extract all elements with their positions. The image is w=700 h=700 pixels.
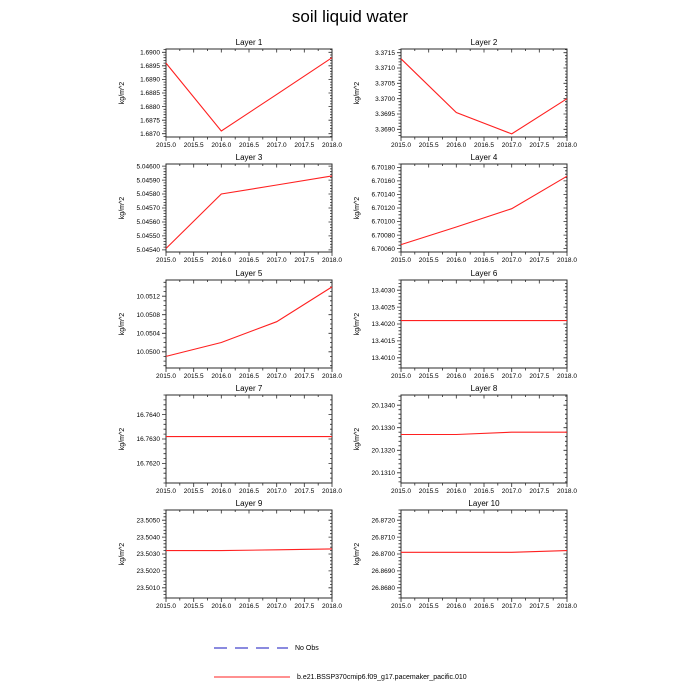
y-tick-label: 26.8690 (371, 568, 395, 576)
x-tick-label: 2015.5 (418, 603, 439, 610)
x-tick-label: 2017.5 (529, 373, 550, 380)
y-tick-label: 3.3695 (375, 111, 395, 119)
y-tick-label: 3.3715 (375, 49, 395, 57)
x-tick-label: 2016.5 (239, 257, 259, 264)
x-tick-label: 2018.0 (322, 257, 342, 264)
y-tick-label: 6.70080 (371, 232, 395, 240)
x-tick-label: 2017.0 (266, 257, 287, 264)
y-tick-label: 23.5050 (136, 517, 160, 525)
x-tick-label: 2018.0 (557, 488, 577, 495)
axis-ticks (397, 510, 567, 602)
x-tick-label: 2016.5 (474, 603, 494, 610)
x-tick-label: 2016.0 (446, 373, 467, 380)
x-tick-label: 2015.0 (156, 488, 176, 495)
y-axis-label: kg/m^2 (119, 196, 126, 220)
x-tick-label: 2015.0 (391, 373, 411, 380)
x-tick-label: 2015.0 (156, 142, 176, 149)
series-line (166, 58, 332, 131)
x-tick-label: 2018.0 (322, 373, 342, 380)
axis-ticks (162, 280, 332, 372)
legend-entry-no-obs (213, 644, 319, 652)
y-tick-label: 5.04590 (136, 177, 160, 185)
y-tick-label: 26.8720 (371, 517, 395, 525)
x-tick-label: 2017.5 (294, 373, 315, 380)
plot-frame (166, 164, 332, 252)
y-tick-label: 6.70160 (371, 178, 395, 186)
y-tick-label: 3.3710 (375, 65, 395, 73)
y-axis-label: kg/m^2 (119, 81, 126, 105)
plot-frame (401, 280, 567, 368)
x-tick-label: 2017.0 (266, 373, 287, 380)
y-axis-label: kg/m^2 (354, 312, 361, 336)
x-tick-label: 2017.0 (501, 488, 522, 495)
series-line (401, 551, 567, 553)
x-tick-label: 2016.0 (211, 257, 232, 264)
series-line (166, 287, 332, 357)
legend-label-series: b.e21.BSSP370cmip6.f09_g17.pacemaker_pacific.010 (297, 673, 467, 681)
x-tick-label: 2016.0 (446, 142, 467, 149)
y-tick-label: 1.6870 (140, 130, 160, 138)
subplot-layer-3 (119, 153, 342, 264)
x-tick-label: 2015.0 (391, 257, 411, 264)
y-tick-label: 16.7630 (136, 436, 160, 444)
y-tick-label: 23.5030 (136, 551, 160, 559)
subplot-title: Layer 8 (470, 384, 498, 393)
x-tick-label: 2015.5 (183, 373, 204, 380)
x-tick-label: 2015.0 (156, 257, 176, 264)
y-tick-label: 16.7620 (136, 460, 160, 468)
x-tick-label: 2017.0 (266, 142, 287, 149)
subplot-title: Layer 3 (235, 153, 263, 162)
x-tick-label: 2017.5 (294, 488, 315, 495)
x-tick-label: 2016.0 (211, 603, 232, 610)
y-axis-label: kg/m^2 (119, 312, 126, 336)
axis-ticks (397, 164, 567, 256)
subplot-title: Layer 6 (470, 269, 498, 278)
y-axis-label: kg/m^2 (119, 542, 126, 566)
x-tick-label: 2017.5 (529, 488, 550, 495)
y-tick-label: 6.70140 (371, 191, 395, 199)
x-tick-label: 2015.5 (183, 488, 204, 495)
y-tick-label: 10.0508 (136, 311, 160, 319)
y-tick-label: 16.7640 (136, 411, 160, 419)
no-obs-legend-swatch (213, 644, 289, 652)
subplot-layer-5 (119, 269, 342, 380)
y-tick-label: 10.0512 (136, 293, 160, 301)
x-tick-label: 2018.0 (322, 603, 342, 610)
y-tick-label: 1.6875 (140, 117, 160, 125)
x-tick-label: 2016.0 (446, 488, 467, 495)
x-tick-label: 2018.0 (557, 603, 577, 610)
y-tick-label: 5.04570 (136, 205, 160, 213)
x-tick-label: 2015.5 (418, 373, 439, 380)
x-tick-label: 2016.5 (474, 142, 494, 149)
y-tick-label: 6.70180 (371, 164, 395, 172)
subplot-title: Layer 5 (235, 269, 263, 278)
x-tick-label: 2017.0 (501, 373, 522, 380)
figure-title: soil liquid water (291, 7, 409, 26)
x-tick-label: 2016.5 (474, 257, 494, 264)
series-line (401, 59, 567, 134)
y-tick-label: 23.5020 (136, 568, 160, 576)
x-tick-label: 2015.5 (418, 142, 439, 149)
y-tick-label: 13.4010 (371, 355, 395, 363)
x-tick-label: 2015.0 (391, 603, 411, 610)
y-tick-label: 26.8700 (371, 551, 395, 559)
x-tick-label: 2017.0 (501, 257, 522, 264)
x-tick-label: 2015.5 (418, 257, 439, 264)
x-tick-label: 2016.0 (211, 373, 232, 380)
x-tick-label: 2016.5 (239, 142, 259, 149)
plot-frame (401, 164, 567, 252)
y-tick-label: 1.6885 (140, 90, 160, 98)
plot-frame (166, 395, 332, 483)
x-tick-label: 2017.0 (501, 603, 522, 610)
subplot-layer-6 (354, 269, 577, 380)
x-tick-label: 2015.5 (183, 142, 204, 149)
x-tick-label: 2016.0 (211, 142, 232, 149)
x-tick-label: 2017.5 (294, 257, 315, 264)
y-tick-label: 20.1320 (371, 447, 395, 455)
series-legend-swatch (213, 673, 291, 681)
subplot-layer-2 (354, 38, 577, 149)
x-tick-label: 2016.0 (211, 488, 232, 495)
y-tick-label: 13.4030 (371, 287, 395, 295)
subplot-layer-1 (119, 38, 342, 149)
x-tick-label: 2016.0 (446, 257, 467, 264)
series-line (401, 432, 567, 434)
subplot-title: Layer 4 (470, 153, 498, 162)
x-tick-label: 2018.0 (322, 142, 342, 149)
x-tick-label: 2015.0 (391, 142, 411, 149)
x-tick-label: 2015.5 (183, 257, 204, 264)
y-tick-label: 5.04550 (136, 233, 160, 241)
y-axis-label: kg/m^2 (354, 542, 361, 566)
x-tick-label: 2017.5 (294, 603, 315, 610)
y-tick-label: 5.04560 (136, 219, 160, 227)
y-tick-label: 20.1340 (371, 402, 395, 410)
axis-ticks (397, 395, 567, 487)
x-tick-label: 2018.0 (322, 488, 342, 495)
legend-entry-series (213, 673, 467, 681)
series-line (166, 176, 332, 249)
x-tick-label: 2017.0 (266, 488, 287, 495)
y-tick-label: 3.3700 (375, 95, 395, 103)
x-tick-label: 2017.0 (266, 603, 287, 610)
subplot-layer-7 (119, 384, 342, 495)
x-tick-label: 2015.5 (183, 603, 204, 610)
y-tick-label: 6.70060 (371, 245, 395, 253)
y-tick-label: 3.3690 (375, 126, 395, 134)
y-tick-label: 23.5010 (136, 585, 160, 593)
subplot-title: Layer 9 (235, 499, 263, 508)
y-tick-label: 5.04540 (136, 247, 160, 255)
y-tick-label: 26.8680 (371, 585, 395, 593)
y-tick-label: 6.70100 (371, 218, 395, 226)
y-tick-label: 10.0504 (136, 330, 160, 338)
series-line (166, 549, 332, 551)
y-tick-label: 5.04600 (136, 163, 160, 171)
y-tick-label: 6.70120 (371, 205, 395, 213)
plot-frame (166, 510, 332, 598)
plot-frame (166, 280, 332, 368)
y-tick-label: 1.6900 (140, 49, 160, 57)
x-tick-label: 2015.0 (156, 603, 176, 610)
x-tick-label: 2018.0 (557, 257, 577, 264)
subplot-layer-10 (354, 499, 577, 610)
plot-frame (401, 49, 567, 137)
legend-label-no-obs: No Obs (295, 644, 319, 652)
x-tick-label: 2016.5 (239, 488, 259, 495)
x-tick-label: 2017.5 (529, 603, 550, 610)
x-tick-label: 2018.0 (557, 373, 577, 380)
x-tick-label: 2017.0 (501, 142, 522, 149)
subplot-title: Layer 2 (470, 38, 498, 47)
subplot-layer-8 (354, 384, 577, 495)
y-tick-label: 26.8710 (371, 534, 395, 542)
y-tick-label: 1.6895 (140, 63, 160, 71)
y-tick-label: 13.4015 (371, 338, 395, 346)
axis-ticks (162, 49, 332, 141)
axis-ticks (162, 510, 332, 602)
x-tick-label: 2016.5 (474, 373, 494, 380)
y-axis-label: kg/m^2 (354, 196, 361, 220)
y-tick-label: 13.4020 (371, 321, 395, 329)
y-tick-label: 1.6890 (140, 76, 160, 84)
subplot-title: Layer 1 (235, 38, 263, 47)
x-tick-label: 2018.0 (557, 142, 577, 149)
axis-ticks (162, 164, 332, 256)
y-tick-label: 3.3705 (375, 80, 395, 88)
x-tick-label: 2016.5 (239, 603, 259, 610)
y-tick-label: 10.0500 (136, 348, 160, 356)
y-tick-label: 1.6880 (140, 103, 160, 111)
x-tick-label: 2015.0 (391, 488, 411, 495)
subplot-layer-4 (354, 153, 577, 264)
y-tick-label: 20.1330 (371, 424, 395, 432)
y-tick-label: 20.1310 (371, 470, 395, 478)
plot-frame (401, 395, 567, 483)
x-tick-label: 2015.5 (418, 488, 439, 495)
y-axis-label: kg/m^2 (119, 427, 126, 451)
axis-ticks (162, 395, 332, 487)
y-axis-label: kg/m^2 (354, 427, 361, 451)
subplot-title: Layer 10 (468, 499, 500, 508)
series-line (401, 176, 567, 244)
y-tick-label: 13.4025 (371, 304, 395, 312)
x-tick-label: 2017.5 (529, 142, 550, 149)
x-tick-label: 2017.5 (294, 142, 315, 149)
y-tick-label: 23.5040 (136, 534, 160, 542)
y-axis-label: kg/m^2 (354, 81, 361, 105)
axis-ticks (397, 49, 567, 141)
subplot-layer-9 (119, 499, 342, 610)
x-tick-label: 2017.5 (529, 257, 550, 264)
subplot-title: Layer 7 (235, 384, 263, 393)
axis-ticks (397, 280, 567, 372)
plot-frame (401, 510, 567, 598)
x-tick-label: 2015.0 (156, 373, 176, 380)
x-tick-label: 2016.5 (239, 373, 259, 380)
x-tick-label: 2016.0 (446, 603, 467, 610)
x-tick-label: 2016.5 (474, 488, 494, 495)
y-tick-label: 5.04580 (136, 191, 160, 199)
